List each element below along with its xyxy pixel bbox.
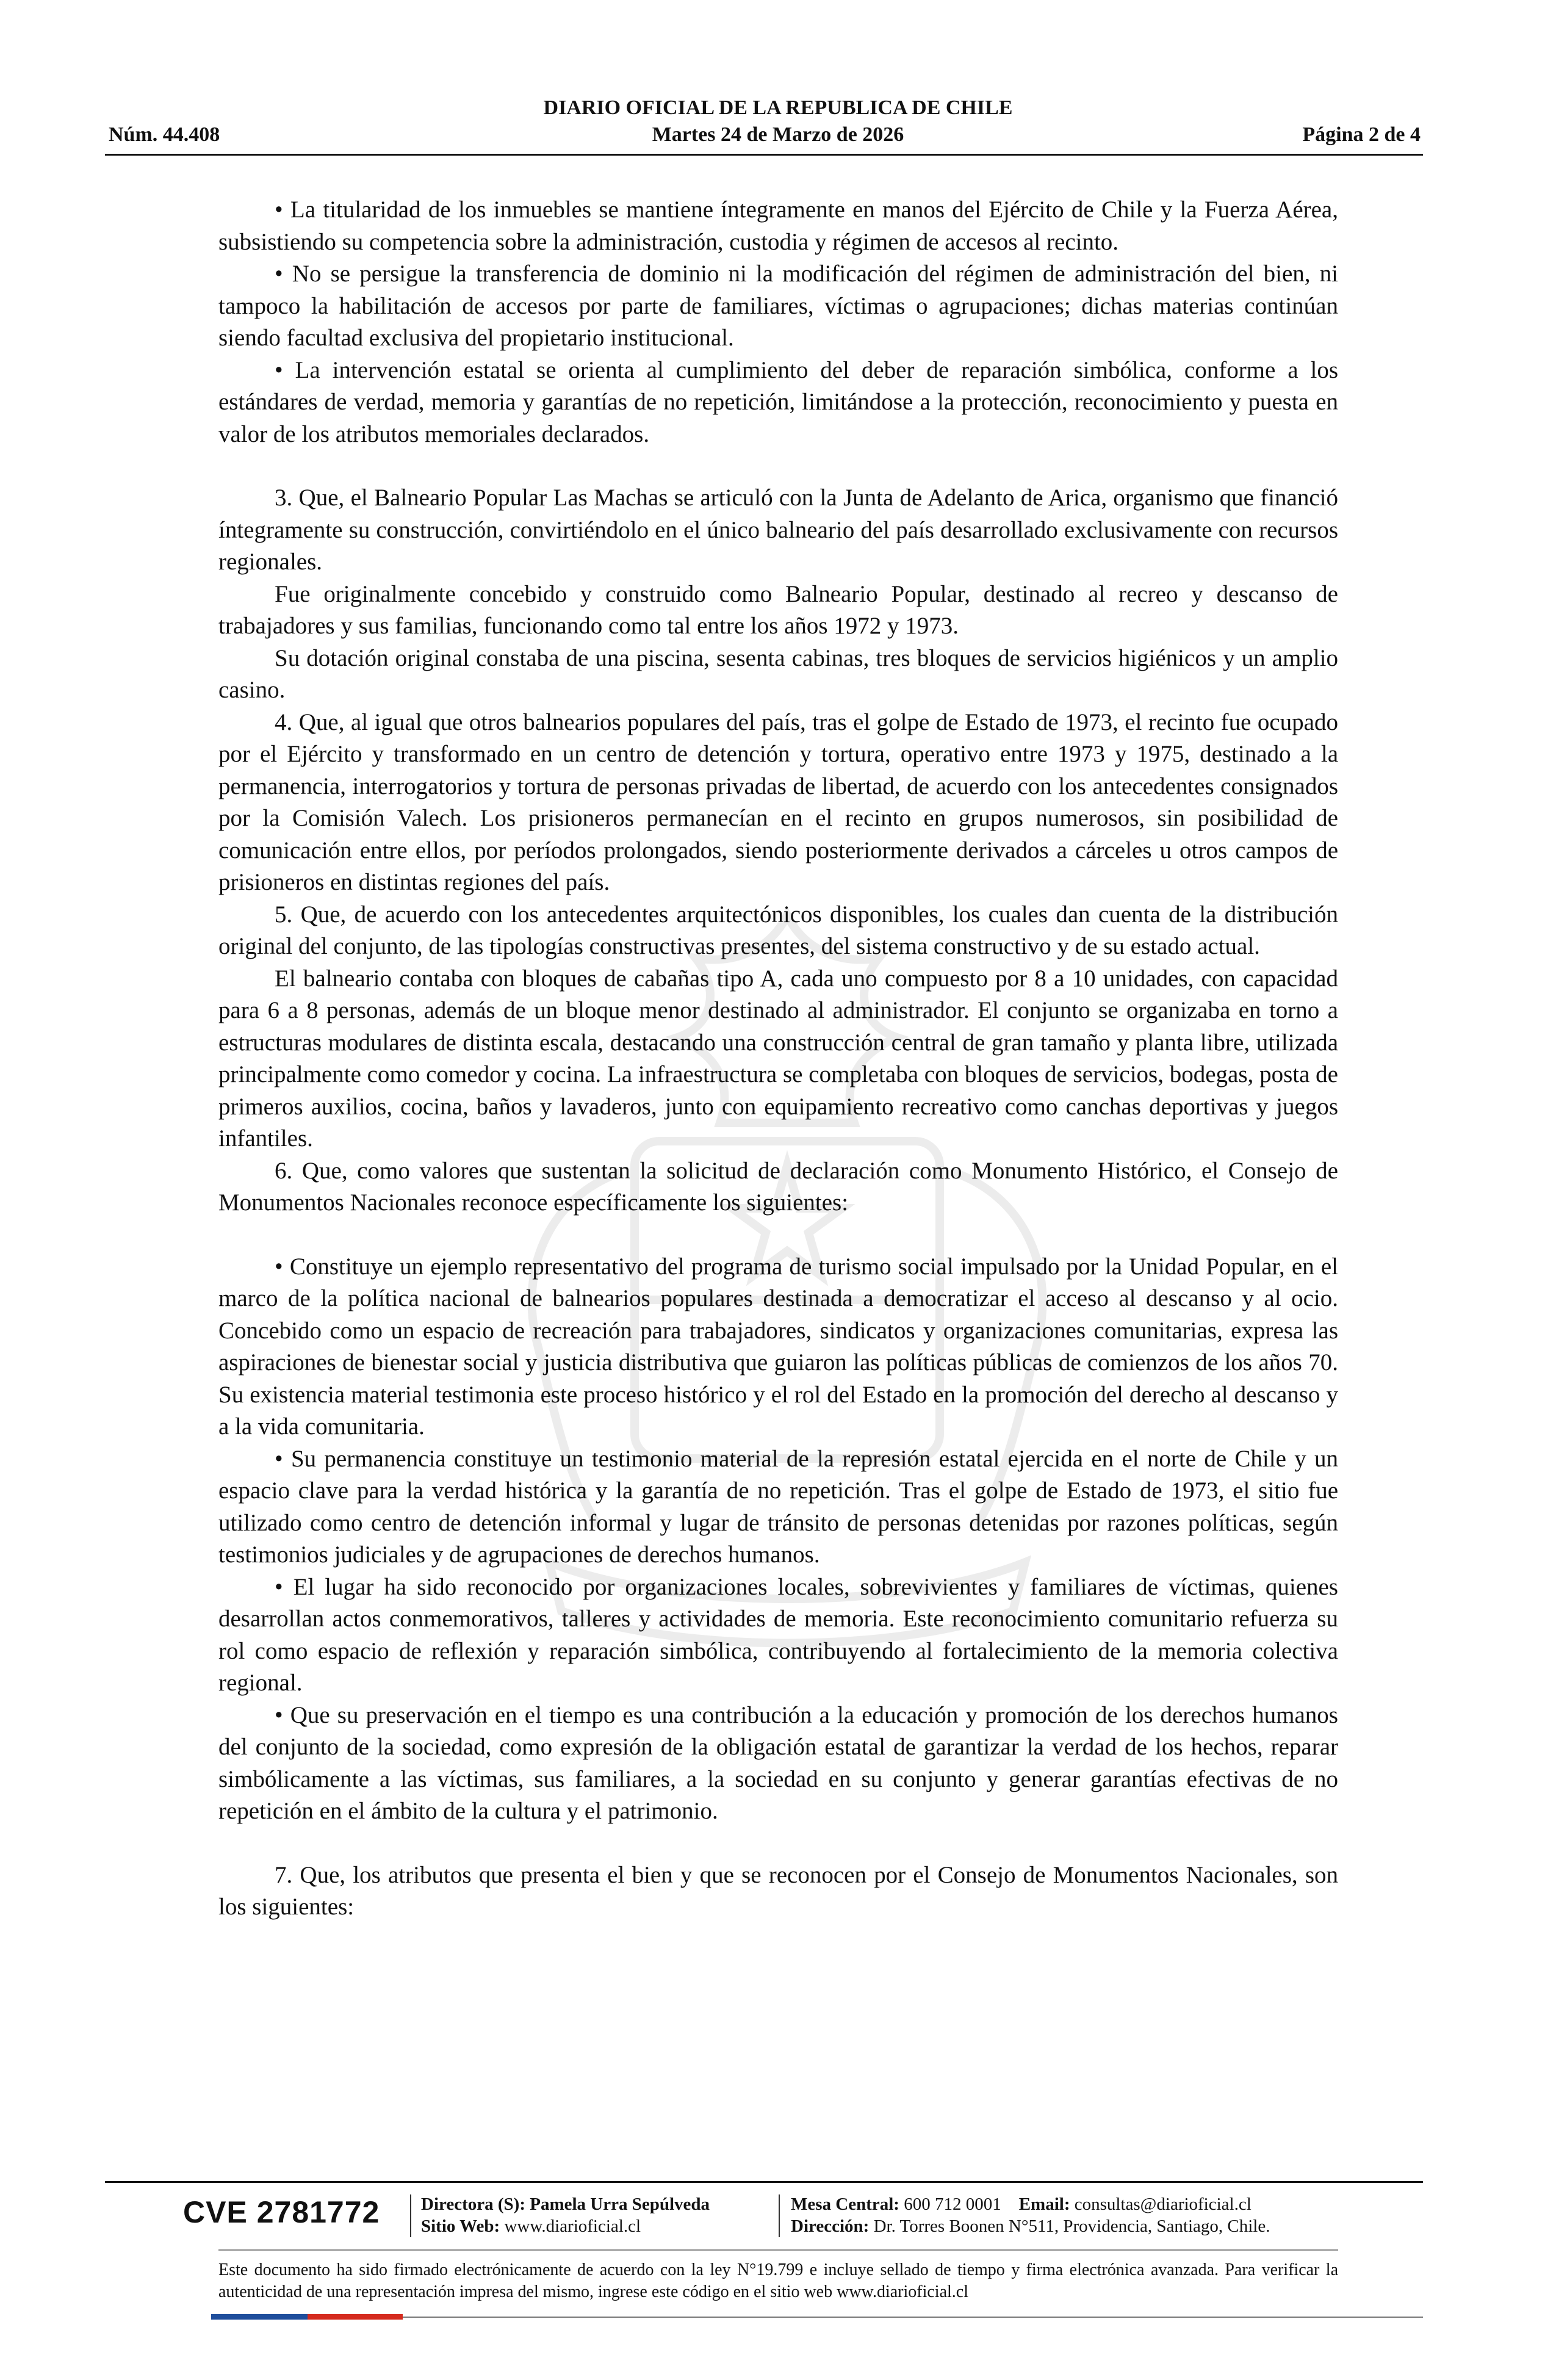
paragraph: 7. Que, los atributos que presenta el bien y que se reconocen por el Consejo de Monumentos Nacionales, son los siguientes:: [218, 1861, 1338, 1920]
issue-number: Núm. 44.408: [109, 123, 220, 146]
footer-inner-divider: [218, 2249, 1338, 2251]
address-label: Dirección:: [791, 2216, 870, 2236]
paragraph: • La titularidad de los inmuebles se mantiene íntegramente en manos del Ejército de Chile y la Fuerza Aérea, subsistiendo su competencia sobre la administración, custodia y régimen de accesos al recinto.: [218, 197, 1338, 255]
paragraph: • Constituye un ejemplo representativo del programa de turismo social impulsado por la Unidad Popular, en el marco de la política nacional de balnearios populares destinada a democratizar el acceso al descanso y al ocio. Concebido como un espacio de recreación para trabajadores, sindicatos y organizaciones comunitarias, expresa las aspiraciones de bienestar social y justicia distributiva que guiaron las políticas públicas de comienzos de los años 70. Su existencia material testimonia este proceso histórico y el rol del Estado en la promoción del derecho al descanso y a la vida comunitaria.: [218, 1253, 1338, 1440]
footer-contact-info: [791, 2193, 1270, 2237]
paragraph: 5. Que, de acuerdo con los antecedentes arquitectónicos disponibles, los cuales dan cuenta de la distribución original del conjunto, de las tipologías constructivas presentes, del sistema constructivo y de su estado actual.: [218, 901, 1338, 959]
paragraph: Su dotación original constaba de una piscina, sesenta cabinas, tres bloques de servicios higiénicos y un amplio casino.: [218, 644, 1338, 703]
email-link[interactable]: consultas@diarioficial.cl: [1074, 2194, 1252, 2214]
paragraph: • El lugar ha sido reconocido por organizaciones locales, sobrevivientes y familiares de víctimas, quienes desarrollan actos conmemorativos, talleres y actividades de memoria. Este reconocimiento comunitario refuerza su rol como espacio de reflexión y reparación simbólica, contribuyendo al fortalecimiento de la memoria colectiva regional.: [218, 1573, 1338, 1696]
paragraph: 3. Que, el Balneario Popular Las Machas se articuló con la Junta de Adelanto de Arica, organismo que financió íntegramente su construcción, convirtiéndolo en el único balneario del país desarrollado exclusivamente con recursos regionales.: [218, 485, 1338, 575]
flag-bar-blue: [211, 2314, 308, 2320]
email-label: Email:: [1018, 2194, 1070, 2214]
address-value: Dr. Torres Boonen N°511, Providencia, Santiago, Chile.: [873, 2216, 1270, 2236]
document-body: [218, 194, 1338, 1924]
header-divider: [105, 154, 1423, 156]
page-indicator: Página 2 de 4: [1302, 123, 1421, 146]
paragraph: • No se persigue la transferencia de dominio ni la modificación del régimen de administración del bien, ni tampoco la habilitación de accesos por parte de familiares, víctimas o agrupaciones; dichas materias continúan siendo facultad exclusiva del propietario institucional.: [218, 261, 1338, 351]
paragraph: • Que su preservación en el tiempo es una contribución a la educación y promoción de los derechos humanos del conjunto de la sociedad, como expresión de la obligación estatal de garantizar la verdad de los hechos, reparar simbólicamente a las víctimas, sus familiares, a la sociedad en su conjunto y generar garantías efectivas de no repetición en el ámbito de la cultura y el patrimonio.: [218, 1701, 1338, 1824]
phone-value: 600 712 0001: [904, 2194, 1001, 2214]
website-label: Sitio Web:: [421, 2216, 500, 2236]
footer-bottom-rule: [403, 2317, 1423, 2318]
flag-bar-red: [308, 2314, 403, 2320]
paragraph: • La intervención estatal se orienta al cumplimiento del deber de reparación simbólica, conforme a los estándares de verdad, memoria y garantías de no repetición, limitándose a la protección, reconocimiento y puesta en valor de los atributos memoriales declarados.: [218, 356, 1338, 447]
footer-separator: [779, 2194, 780, 2237]
directora-label: Directora (S):: [421, 2194, 525, 2214]
publication-date: Martes 24 de Marzo de 2026: [652, 123, 904, 146]
paragraph: Fue originalmente concebido y construido como Balneario Popular, destinado al recreo y descanso de trabajadores y sus familias, funcionando como tal entre los años 1972 y 1973.: [218, 580, 1338, 639]
footer-editor-info: [421, 2193, 710, 2237]
paragraph: El balneario contaba con bloques de cabañas tipo A, cada uno compuesto por 8 a 10 unidades, con capacidad para 6 a 8 personas, además de un bloque menor destinado al administrador. El conjunto se organizaba en torno a estructuras modulares de distinta escala, destacando una construcción central de gran tamaño y planta libre, utilizada principalmente como comedor y cocina. La infraestructura se completaba con bloques de servicios, bodegas, posta de primeros auxilios, cocina, baños y lavaderos, junto con equipamiento recreativo como canchas deportivas y juegos infantiles.: [218, 965, 1338, 1152]
footer-divider: [105, 2181, 1423, 2183]
paragraph: • Su permanencia constituye un testimonio material de la represión estatal ejercida en el norte de Chile y un espacio clave para la verdad histórica y la garantía de no repetición. Tras el golpe de Estado de 1973, el sitio fue utilizado como centro de detención informal y lugar de tránsito de personas detenidas por razones políticas, según testimonios judiciales y de agrupaciones de derechos humanos.: [218, 1445, 1338, 1568]
phone-label: Mesa Central:: [791, 2194, 899, 2214]
paragraph: 4. Que, al igual que otros balnearios populares del país, tras el golpe de Estado de 1973, el recinto fue ocupado por el Ejército y transformado en un centro de detención y tortura, operativo entre 1973 y 1975, destinado a la permanencia, interrogatorios y tortura de personas privadas de libertad, de acuerdo con los antecedentes consignados por la Comisión Valech. Los prisioneros permanecían en el recinto en grupos numerosos, sin posibilidad de comunicación entre ellos, por períodos prolongados, siendo posteriormente derivados a cárceles u otros campos de prisioneros en distintas regiones del país.: [218, 709, 1338, 895]
website-link[interactable]: www.diarioficial.cl: [504, 2216, 641, 2236]
publication-title: DIARIO OFICIAL DE LA REPUBLICA DE CHILE: [543, 96, 1013, 119]
footer-separator: [410, 2194, 411, 2237]
cve-code: CVE 2781772: [183, 2195, 380, 2229]
signature-notice: Este documento ha sido firmado electrónicamente de acuerdo con la ley N°19.799 e incluye sellado de tiempo y firma electrónica avanzada. Para verificar la autenticidad de una representación impresa del mismo, ingrese este código en el sitio web www.diarioficial.cl: [218, 2260, 1338, 2301]
paragraph: 6. Que, como valores que sustentan la solicitud de declaración como Monumento Histórico, el Consejo de Monumentos Nacionales reconoce específicamente los siguientes:: [218, 1157, 1338, 1216]
directora-name: Pamela Urra Sepúlveda: [530, 2194, 710, 2214]
